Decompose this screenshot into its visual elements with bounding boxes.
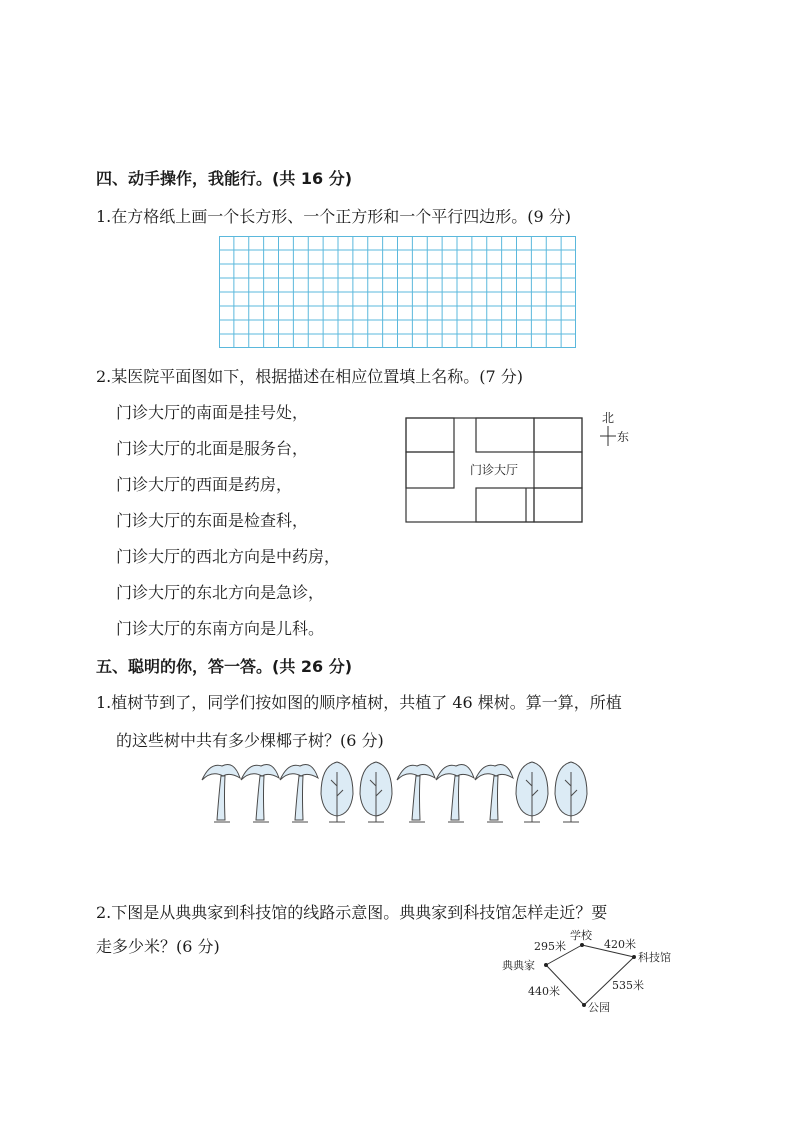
room-northeast[interactable] [534,418,582,452]
description-line: 门诊大厅的南面是挂号处， [116,403,309,422]
room-southeast[interactable] [534,488,582,522]
round-tree-icon [321,762,353,822]
palm-tree-icon [280,765,318,823]
label-museum: 科技馆 [638,951,671,964]
square-grid-paper[interactable] [219,236,576,348]
room-east[interactable] [534,452,582,488]
route-diagram [498,925,698,1015]
hospital-floor-plan[interactable] [404,410,654,525]
label-park-museum: 535米 [612,979,644,992]
tree-sequence [200,758,592,828]
room-northwest[interactable] [406,418,454,452]
map-center-label: 门诊大厅 [469,463,519,477]
description-line: 门诊大厅的西面是药房， [116,475,293,494]
section-4-title: 四、动手操作，我能行。(共 16 分) [96,169,353,188]
description-line: 门诊大厅的东面是检查科， [116,511,309,530]
section-5-title: 五、聪明的你，答一答。(共 26 分) [96,657,353,676]
question-5-2-line2: 走多少米？(6 分) [96,937,220,956]
question-5-1-line2: 的这些树中共有多少棵椰子树？(6 分) [116,731,384,750]
palm-tree-icon [436,765,474,823]
palm-tree-icon [475,765,513,823]
label-home: 典典家 [502,959,535,972]
description-line: 门诊大厅的北面是服务台， [116,439,309,458]
description-line: 门诊大厅的东南方向是儿科。 [116,619,325,638]
compass-icon [600,411,629,446]
park-dot [582,1003,586,1007]
label-park: 公园 [588,1001,610,1014]
palm-tree-icon [397,765,435,823]
label-school-museum: 420米 [604,938,636,951]
description-line: 门诊大厅的西北方向是中药房， [116,547,341,566]
question-5-2-line1: 2.下图是从典典家到科技馆的线路示意图。典典家到科技馆怎样走近？要 [96,903,608,922]
school-dot [580,943,584,947]
round-tree-icon [516,762,548,822]
room-south[interactable] [476,488,534,522]
home-dot [544,963,548,967]
label-home-school: 295米 [534,940,566,953]
room-west[interactable] [406,452,454,488]
compass-north-label: 北 [602,411,615,425]
question-5-1-line1: 1.植树节到了，同学们按如图的顺序植树，共植了 46 棵树。算一算，所植 [96,693,622,712]
label-home-park: 440米 [528,985,560,998]
room-north[interactable] [476,418,534,452]
round-tree-icon [360,762,392,822]
question-4-1: 1.在方格纸上画一个长方形、一个正方形和一个平行四边形。(9 分) [96,207,572,226]
compass-east-label: 东 [617,430,630,444]
palm-tree-icon [241,765,279,823]
description-line: 门诊大厅的东北方向是急诊， [116,583,325,602]
label-school: 学校 [570,929,592,942]
question-4-2: 2.某医院平面图如下，根据描述在相应位置填上名称。(7 分) [96,367,524,386]
round-tree-icon [555,762,587,822]
museum-dot [632,955,636,959]
palm-tree-icon [202,765,240,823]
